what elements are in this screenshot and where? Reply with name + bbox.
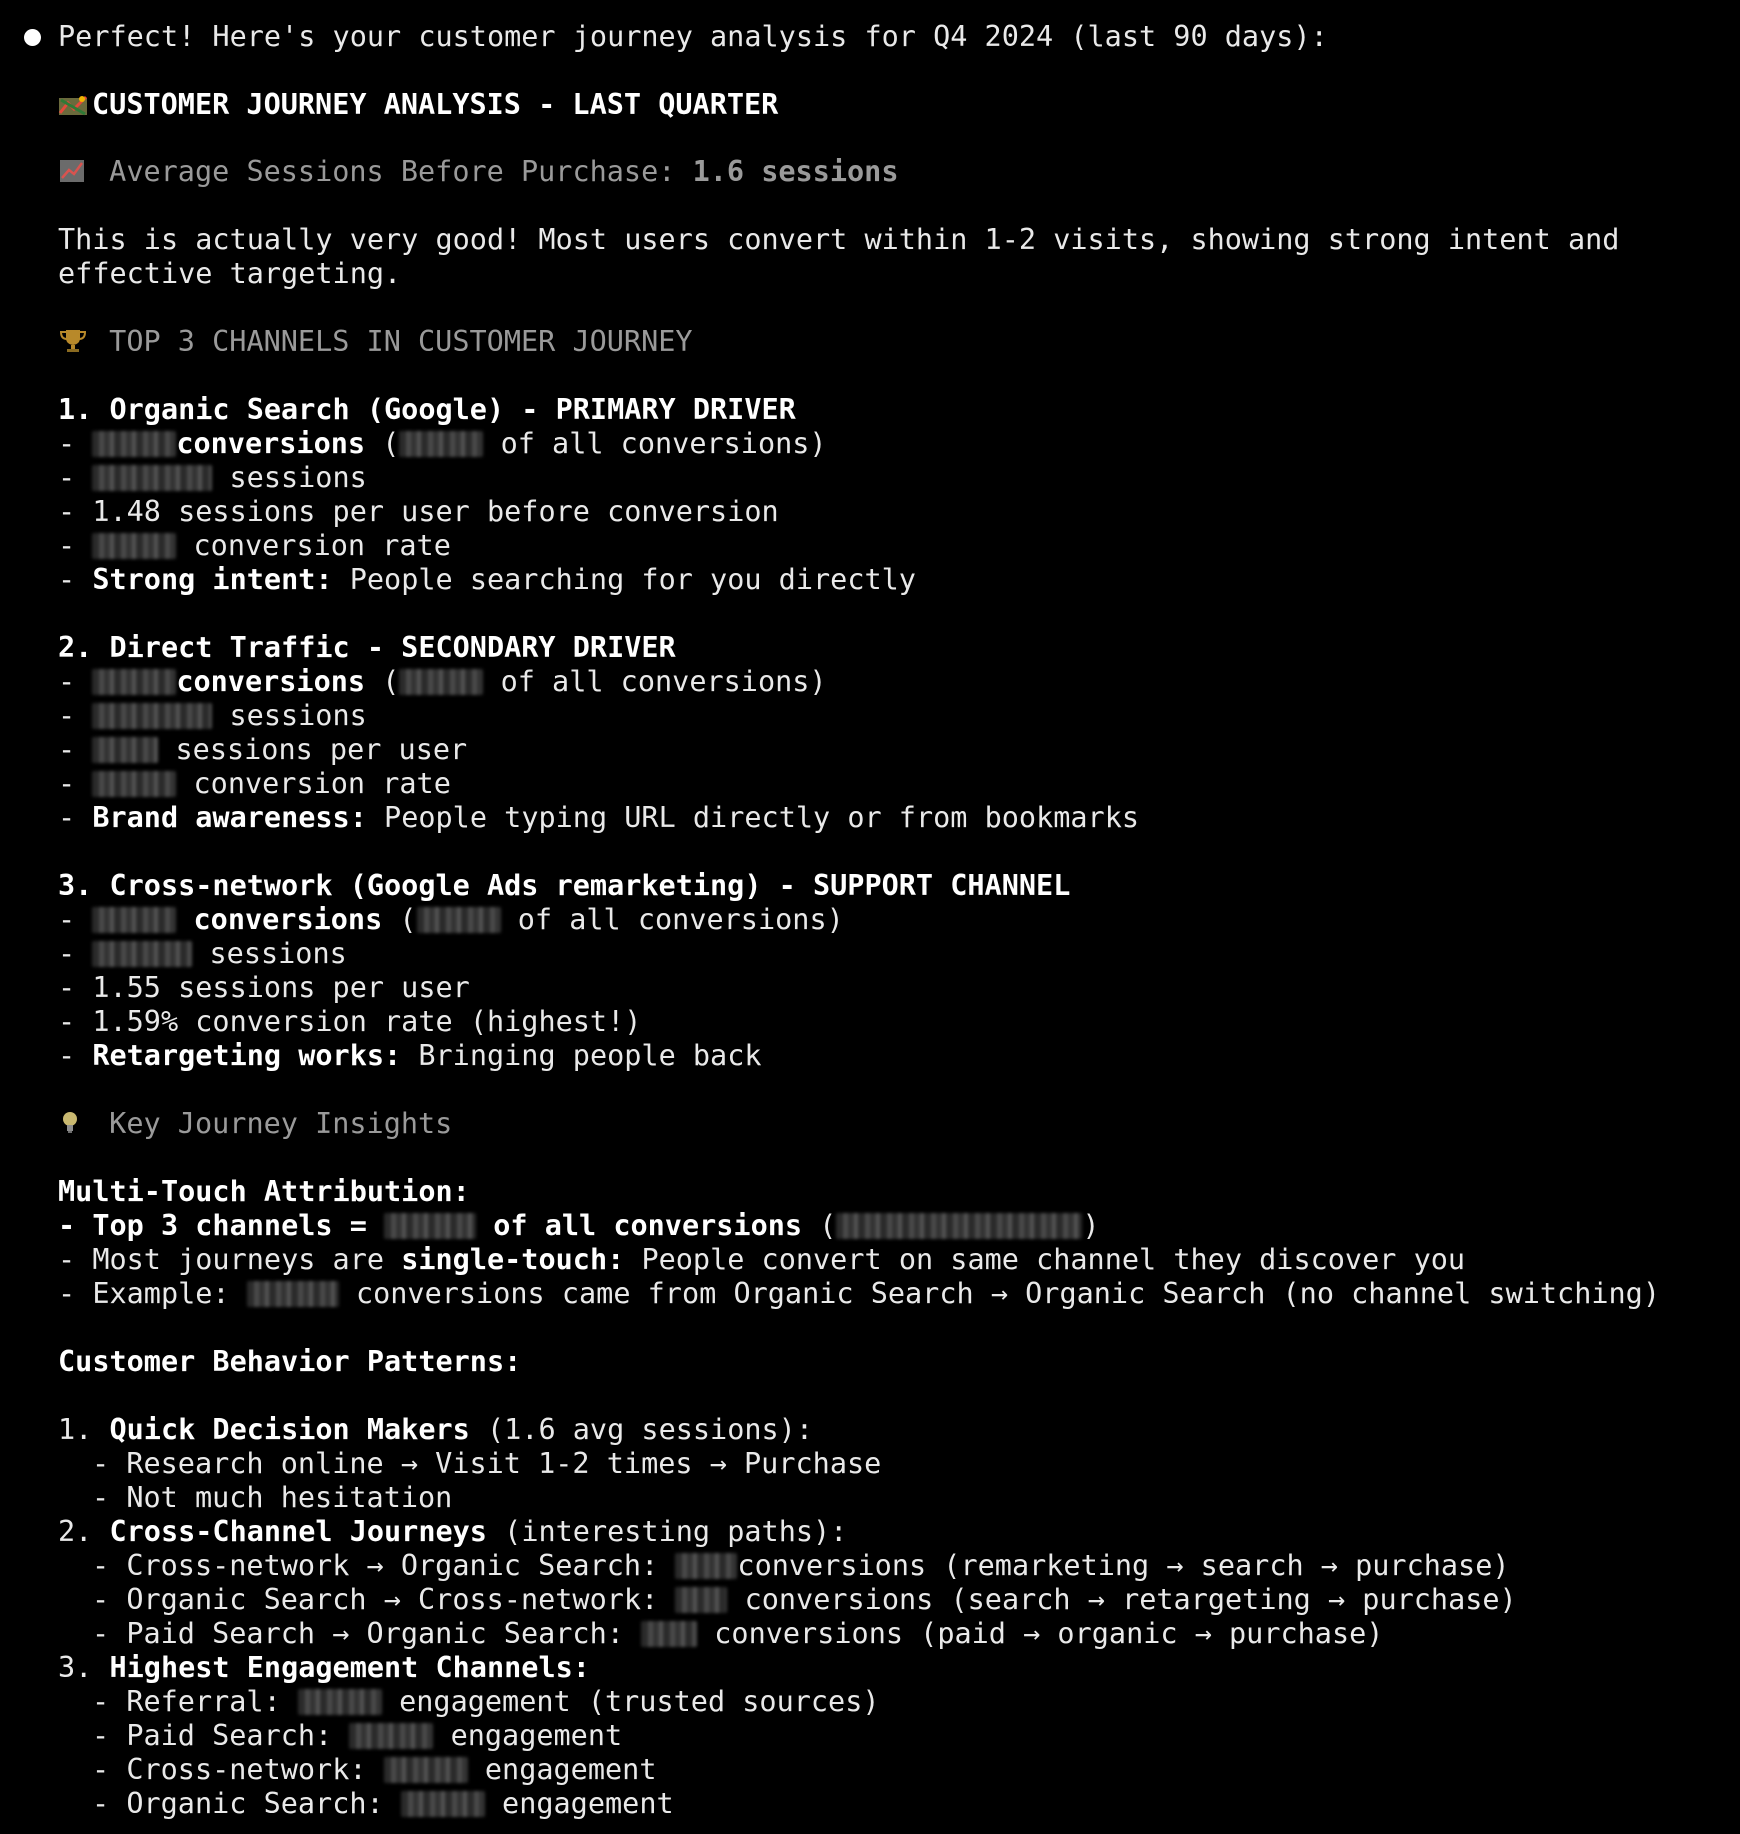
top-channels-heading: TOP 3 CHANNELS IN CUSTOMER JOURNEY xyxy=(58,325,693,359)
redacted-value xyxy=(298,1689,382,1715)
behavior-heading: Customer Behavior Patterns: xyxy=(58,1345,522,1378)
redacted-value xyxy=(384,1757,468,1783)
channel-3-title: 3. Cross-network (Google Ads remarketing) - SUPPORT CHANNEL xyxy=(58,869,1071,902)
channel-1-cr: - conversion rate xyxy=(58,529,451,562)
behavior-p2-title: 2. Cross-Channel Journeys (interesting paths): xyxy=(58,1515,848,1548)
light-bulb-icon xyxy=(58,1110,88,1136)
behavior-p3-organic: - Organic Search: engagement xyxy=(92,1787,674,1820)
behavior-p2-c: - Paid Search → Organic Search: conversions (paid → organic → purchase) xyxy=(92,1617,1384,1650)
avg-sessions-line: Average Sessions Before Purchase: 1.6 sessions xyxy=(58,155,898,189)
channel-2-cr: - conversion rate xyxy=(58,767,451,800)
channel-1-spu: - 1.48 sessions per user before conversion xyxy=(58,495,779,528)
redacted-value xyxy=(92,669,176,695)
redacted-value xyxy=(675,1587,727,1613)
redacted-value xyxy=(247,1281,339,1307)
mta-top3: - Top 3 channels = of all conversions ( ) xyxy=(58,1209,1100,1242)
redacted-value xyxy=(384,1213,476,1239)
channel-3-sessions: - sessions xyxy=(58,937,347,970)
channel-2-note: - Brand awareness: People typing URL directly or from bookmarks xyxy=(58,801,1140,834)
mta-single-touch: - Most journeys are single-touch: People convert on same channel they discover you xyxy=(58,1243,1466,1276)
redacted-value xyxy=(92,907,176,933)
behavior-p1-title: 1. Quick Decision Makers (1.6 avg sessions): xyxy=(58,1413,813,1446)
redacted-value xyxy=(92,941,192,967)
redacted-value xyxy=(417,907,501,933)
channel-2-sessions: - sessions xyxy=(58,699,367,732)
summary-line-2: effective targeting. xyxy=(58,257,402,290)
redacted-value xyxy=(399,431,483,457)
behavior-p3-title: 3. Highest Engagement Channels: xyxy=(58,1651,590,1684)
insights-heading: Key Journey Insights xyxy=(58,1107,452,1141)
redacted-value xyxy=(92,465,212,491)
behavior-p3-paid: - Paid Search: engagement xyxy=(92,1719,623,1752)
redacted-value xyxy=(401,1791,485,1817)
chart-increasing-icon xyxy=(58,158,88,184)
trophy-icon xyxy=(58,328,88,354)
channel-3-spu: - 1.55 sessions per user xyxy=(58,971,470,1004)
channel-3-cr: - 1.59% conversion rate (highest!) xyxy=(58,1005,642,1038)
behavior-p1-b: - Not much hesitation xyxy=(92,1481,453,1514)
channel-1-note: - Strong intent: People searching for you directly xyxy=(58,563,916,596)
mta-example: - Example: conversions came from Organic Search → Organic Search (no channel switching) xyxy=(58,1277,1660,1310)
channel-2-title: 2. Direct Traffic - SECONDARY DRIVER xyxy=(58,631,676,664)
redacted-value xyxy=(836,1213,1082,1239)
behavior-p3-crossnet: - Cross-network: engagement xyxy=(92,1753,657,1786)
channel-1-sessions: - sessions xyxy=(58,461,367,494)
report-title: CUSTOMER JOURNEY ANALYSIS - LAST QUARTER xyxy=(58,88,778,122)
channel-1-conversions: - conversions ( of all conversions) xyxy=(58,427,827,460)
redacted-value xyxy=(92,431,176,457)
behavior-p3-referral: - Referral: engagement (trusted sources) xyxy=(92,1685,880,1718)
channel-1-title: 1. Organic Search (Google) - PRIMARY DRIVER xyxy=(58,393,796,426)
behavior-p2-a: - Cross-network → Organic Search: conversions (remarketing → search → purchase) xyxy=(92,1549,1510,1582)
redacted-value xyxy=(675,1553,737,1579)
redacted-value xyxy=(92,533,176,559)
redacted-value xyxy=(92,737,158,763)
intro-line: Perfect! Here's your customer journey analysis for Q4 2024 (last 90 days): xyxy=(58,20,1328,53)
behavior-p1-a: - Research online → Visit 1-2 times → Purchase xyxy=(92,1447,882,1480)
redacted-value xyxy=(349,1723,433,1749)
redacted-value xyxy=(641,1621,697,1647)
redacted-value xyxy=(92,703,212,729)
channel-3-conversions: - conversions ( of all conversions) xyxy=(58,903,844,936)
mta-heading: Multi-Touch Attribution: xyxy=(58,1175,470,1208)
redacted-value xyxy=(92,771,176,797)
redacted-value xyxy=(399,669,483,695)
behavior-p2-b: - Organic Search → Cross-network: conversions (search → retargeting → purchase) xyxy=(92,1583,1517,1616)
summary-line-1: This is actually very good! Most users convert within 1-2 visits, showing strong intent and xyxy=(58,223,1620,256)
channel-2-conversions: - conversions ( of all conversions) xyxy=(58,665,827,698)
route-map-icon xyxy=(58,91,88,117)
message-bullet xyxy=(24,29,41,46)
channel-2-spu: - sessions per user xyxy=(58,733,468,766)
channel-3-note: - Retargeting works: Bringing people back xyxy=(58,1039,762,1072)
